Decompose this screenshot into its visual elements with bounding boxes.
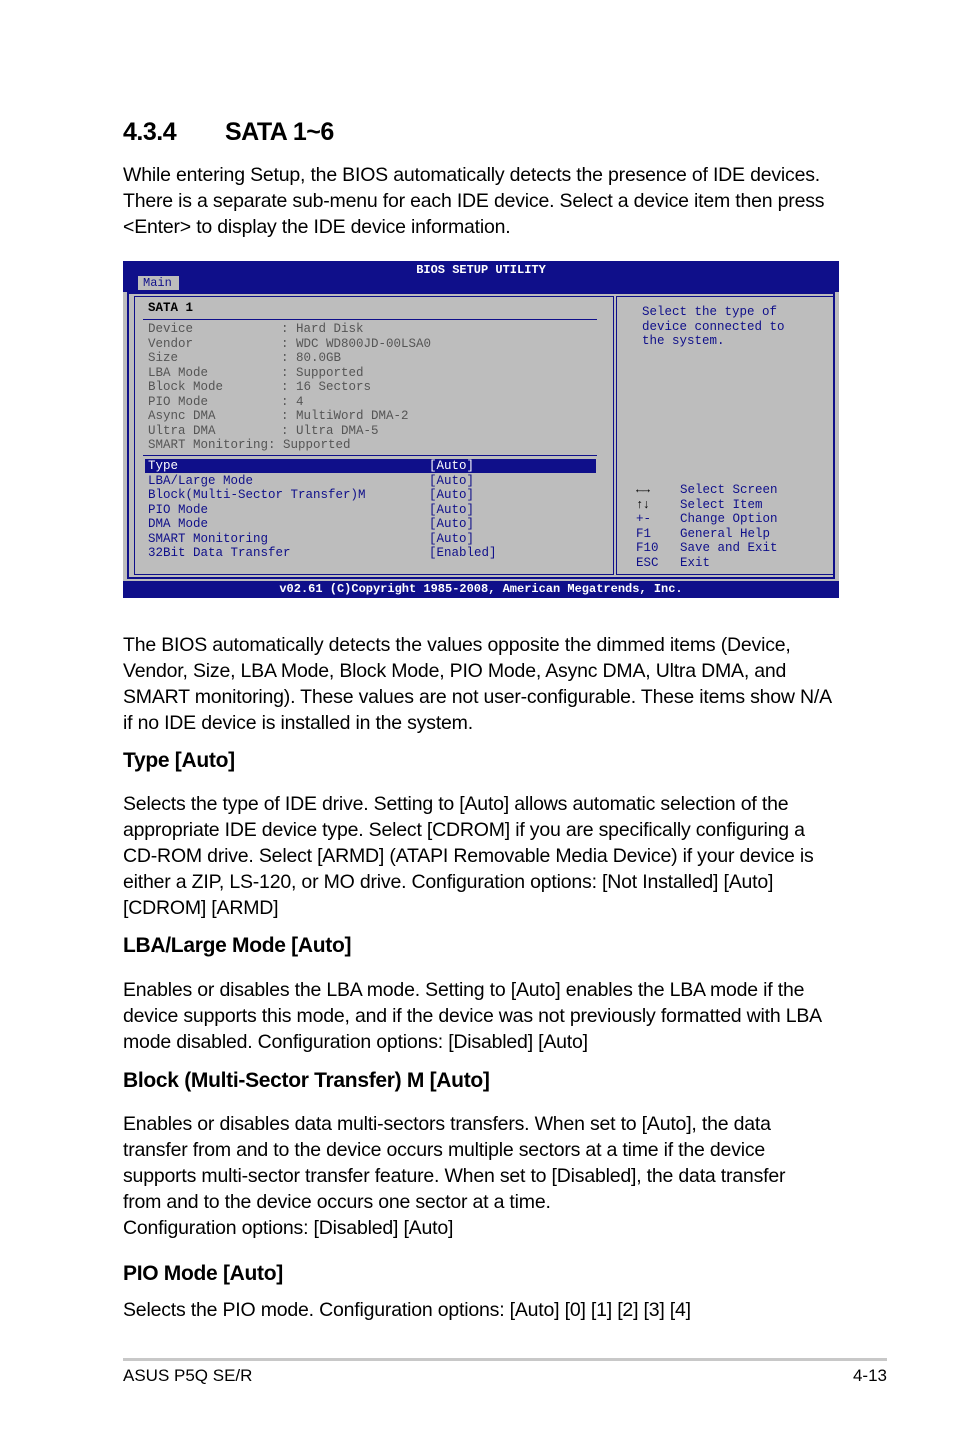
- bios-tab-main[interactable]: Main: [138, 276, 179, 290]
- key-hint: ↑↓ Select Item: [636, 497, 763, 512]
- bios-copyright: v02.61 (C)Copyright 1985-2008, American Megatrends, Inc.: [123, 581, 839, 598]
- section-title: [123, 118, 334, 147]
- lba-paragraph: Enables or disables the LBA mode. Setting to [Auto] enables the LBA mode if the device supports this mode, and if the device was not previously formatted with LBA mode disabled. Configuration options: [Disabled] [Auto]: [123, 979, 821, 1053]
- option-pio-mode[interactable]: PIO Mode [Auto]: [148, 502, 475, 517]
- info-row: Size : 80.0GB: [148, 351, 342, 365]
- lba-heading: LBA/Large Mode [Auto]: [123, 934, 352, 957]
- submenu-label: SATA 1: [148, 301, 194, 315]
- block-options-line: Configuration options: [Disabled] [Auto]: [123, 1217, 454, 1239]
- type-paragraph: Selects the type of IDE drive. Setting to [Auto] allows automatic selection of the appropriate IDE device type. Select [CDROM] if you are specifically configuring a CD-ROM drive. Select [ARMD] (ATAPI Removable Media Device) if your device is either a ZIP, LS-120, or MO drive. Configuration options: [Not Installed] [Auto] [CDROM] [ARMD]: [123, 793, 814, 919]
- option-dma-mode[interactable]: DMA Mode [Auto]: [148, 517, 475, 531]
- info-row: SMART Monitoring: Supported: [148, 438, 351, 452]
- auto-detect-paragraph: The BIOS automatically detects the values opposite the dimmed items (Device, Vendor, Size, LBA Mode, Block Mode, PIO Mode, Async DMA, Ultra DMA, and SMART monitoring). These values are not user-configurable. These items show N/A if no IDE device is installed in the system.: [123, 634, 831, 734]
- option-lba-large-mode[interactable]: LBA/Large Mode [Auto]: [148, 473, 475, 488]
- help-text: Select the type of device connected to the system.: [642, 305, 785, 348]
- bios-frame: [127, 292, 835, 579]
- bios-header: [123, 261, 839, 292]
- divider: [143, 455, 597, 456]
- key-hint: ESC Exit: [636, 555, 711, 570]
- footer-product: ASUS P5Q SE/R: [123, 1366, 253, 1385]
- option-smart-monitoring[interactable]: SMART Monitoring [Auto]: [148, 531, 475, 546]
- option-type[interactable]: Type [Auto]: [148, 459, 475, 473]
- info-row: PIO Mode : 4: [148, 394, 304, 409]
- key-hint: F1 General Help: [636, 526, 771, 541]
- block-heading: Block (Multi-Sector Transfer) M [Auto]: [123, 1069, 490, 1092]
- bios-screenshot: [123, 261, 839, 598]
- info-row: Vendor : WDC WD800JD-00LSA0: [148, 336, 432, 351]
- info-row: Ultra DMA : Ultra DMA-5: [148, 423, 379, 438]
- pio-paragraph: Selects the PIO mode. Configuration options: [Auto] [0] [1] [2] [3] [4]: [123, 1299, 691, 1321]
- pio-heading: PIO Mode [Auto]: [123, 1262, 283, 1285]
- left-right-arrows-icon: ←→: [636, 483, 650, 497]
- info-row: Device : Hard Disk: [148, 322, 364, 336]
- info-row: LBA Mode : Supported: [148, 365, 364, 380]
- info-row: Block Mode : 16 Sectors: [148, 380, 372, 394]
- key-hint: ←→ Select Screen: [636, 483, 778, 497]
- divider: [143, 319, 597, 320]
- key-hint: +- Change Option: [636, 512, 778, 526]
- up-down-arrows-icon: ↑↓: [636, 497, 650, 512]
- option-block-mode[interactable]: Block(Multi-Sector Transfer)M [Auto]: [148, 488, 475, 502]
- bios-title: BIOS SETUP UTILITY: [416, 263, 546, 277]
- bios-left-panel: [134, 296, 614, 575]
- section-name: SATA 1~6: [225, 118, 334, 146]
- intro-paragraph: While entering Setup, the BIOS automatically detects the presence of IDE devices. There is a separate sub-menu for each IDE device. Select a device item then press <Enter> to display the IDE device information.: [123, 164, 825, 238]
- bios-help-panel: [616, 296, 834, 575]
- type-heading: Type [Auto]: [123, 749, 235, 772]
- info-row: Async DMA : MultiWord DMA-2: [148, 409, 409, 423]
- key-hint: F10 Save and Exit: [636, 541, 778, 555]
- section-number: 4.3.4: [123, 118, 177, 146]
- footer-rule: [123, 1358, 887, 1361]
- footer-page-number: 4-13: [852, 1366, 887, 1385]
- option-32bit-transfer[interactable]: 32Bit Data Transfer [Enabled]: [148, 546, 497, 560]
- block-paragraph: Enables or disables data multi-sectors transfers. When set to [Auto], the data transfer from and to the device occurs multiple sectors at a time if the device supports multi-sector transfer feature. When set to [Disabled], the data transfer from and to the device occurs one sector at a time.: [123, 1113, 786, 1213]
